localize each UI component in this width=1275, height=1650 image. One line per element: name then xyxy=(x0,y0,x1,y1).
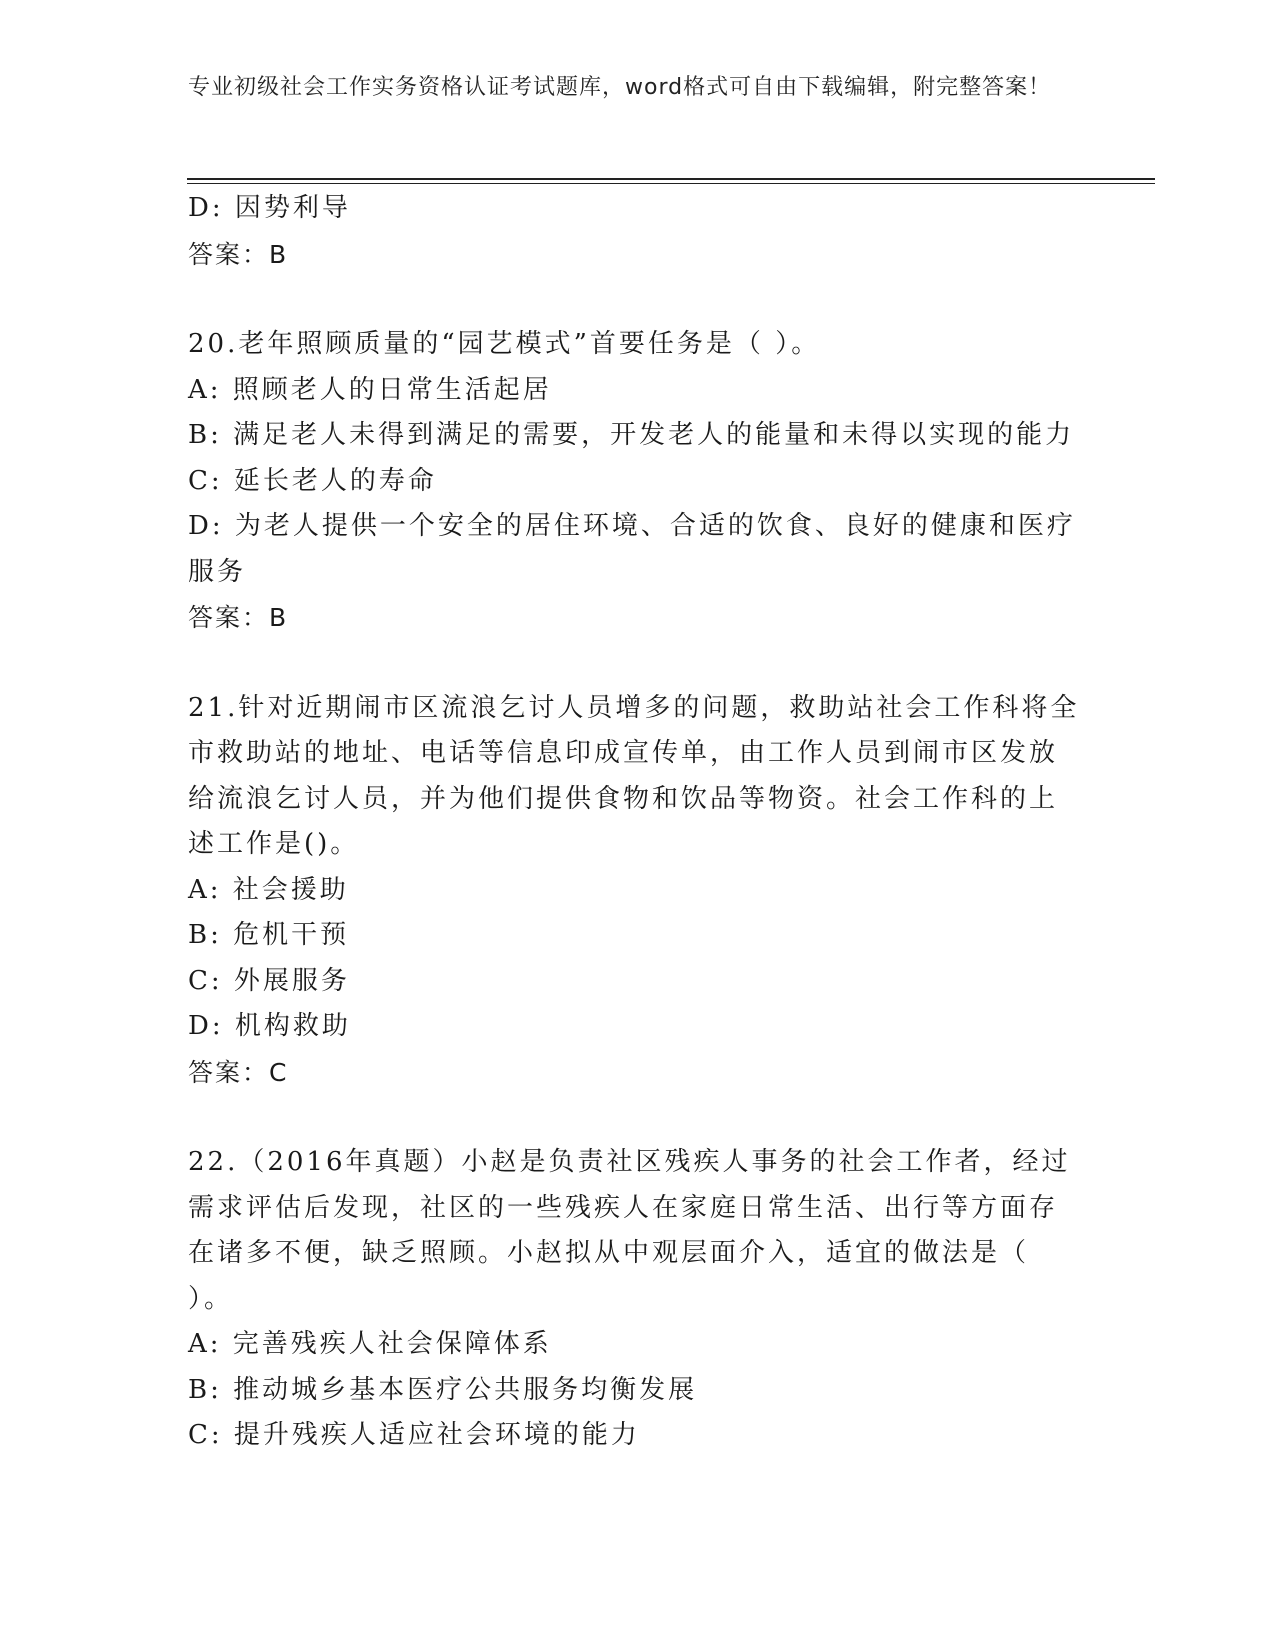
option-line: B: 满足老人未得到满足的需要，开发老人的能量和未得以实现的能力 xyxy=(188,420,1075,450)
answer-line: 答案：B xyxy=(188,603,289,632)
header-rule-thin xyxy=(187,183,1155,184)
option-line: D: 为老人提供一个安全的居住环境、合适的饮食、良好的健康和医疗服务 xyxy=(188,511,1076,587)
header-rule-thick xyxy=(187,178,1155,180)
option-line: A: 照顾老人的日常生活起居 xyxy=(188,374,552,405)
question-text: 20.老年照顾质量的“园艺模式”首要任务是（ ）。 xyxy=(188,329,821,359)
option-line: D: 因势利导 xyxy=(188,193,351,223)
document-header: 专业初级社会工作实务资格认证考试题库，word格式可自由下载编辑，附完整答案！ xyxy=(188,75,1052,100)
option-line: C: 延长老人的寿命 xyxy=(188,465,437,496)
option-line: C: 外展服务 xyxy=(188,965,350,996)
question-block-19 xyxy=(188,186,1083,277)
option-line: B: 推动城乡基本医疗公共服务均衡发展 xyxy=(188,1374,698,1405)
question-block-20 xyxy=(188,322,1083,641)
option-line: C: 提升残疾人适应社会环境的能力 xyxy=(188,1420,640,1450)
answer-line: 答案：B xyxy=(188,239,289,269)
option-line: D: 机构救助 xyxy=(188,1011,351,1041)
option-line: B: 危机干预 xyxy=(188,920,350,950)
option-line: A: 完善残疾人社会保障体系 xyxy=(188,1329,552,1359)
question-block-22 xyxy=(188,1140,1083,1459)
question-content xyxy=(188,186,1083,1459)
question-text: 22.（2016年真题）小赵是负责社区残疾人事务的社会工作者，经过需求评估后发现，社区的一些残疾人在家庭日常生活、出行等方面存在诸多不便，缺乏照顾。小赵拟从中观层面介入，适宜的做法是（ ）。 xyxy=(188,1147,1071,1314)
question-text: 21.针对近期闹市区流浪乞讨人员增多的问题，救助站社会工作科将全市救助站的地址、电话等信息印成宣传单，由工作人员到闹市区发放给流浪乞讨人员，并为他们提供食物和饮品等物资。社会工作科的上述工作是()。 xyxy=(188,692,1080,859)
option-line: A: 社会援助 xyxy=(188,874,349,905)
question-block-21 xyxy=(188,686,1083,1096)
answer-line: 答案：C xyxy=(188,1057,289,1087)
